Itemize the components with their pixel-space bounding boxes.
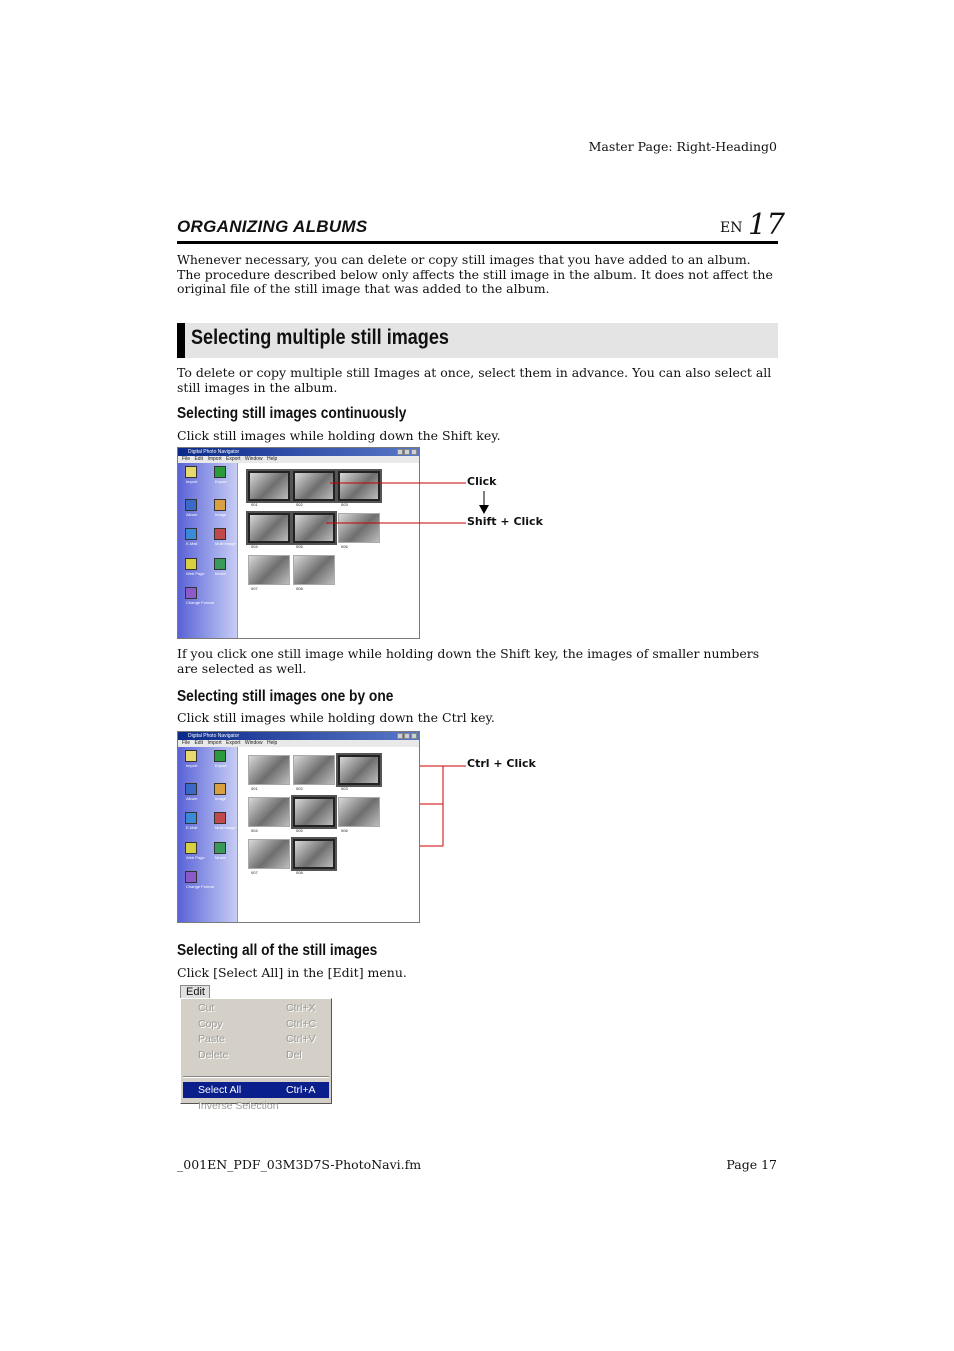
thumbnail-number: 008	[296, 870, 303, 875]
thumbnail-number: 003	[341, 786, 348, 791]
menu-shortcut-select-all: Ctrl+A	[286, 1084, 316, 1096]
sidebar-icon-multi-image-icon	[214, 812, 226, 824]
thumbnail	[338, 797, 380, 827]
thumbnail-number: 006	[341, 544, 348, 549]
menu-item-delete: Delete	[198, 1049, 229, 1061]
sidebar-icon-movie-icon	[214, 842, 226, 854]
instruction-one-by-one: Click still images while holding down the Ctrl key.	[177, 710, 495, 725]
thumbnail-number: 006	[341, 828, 348, 833]
sidebar-label: E-Mail	[186, 541, 198, 546]
sidebar-label: Image	[215, 512, 227, 517]
thumbnail-number: 005	[296, 544, 303, 549]
thumbnail-number: 007	[251, 870, 258, 875]
sidebar-label: Import	[186, 479, 198, 484]
sidebar-label: Multi Image	[215, 825, 236, 830]
menu-shortcut-paste: Ctrl+V	[286, 1033, 316, 1045]
sidebar-label: Image	[215, 796, 227, 801]
thumbnail-number: 001	[251, 786, 258, 791]
intro-paragraph: Whenever necessary, you can delete or copy still images that you have added to an album. The procedure described below only affects the still image in the album. It does not affect the original file of the still image that was added to the album.	[177, 252, 773, 296]
thumbnail	[293, 755, 335, 785]
thumbnail	[248, 839, 290, 869]
menu-shortcut-delete: Del	[286, 1049, 302, 1061]
sidebar-icon-export-icon	[214, 750, 226, 762]
sidebar-label: Export	[215, 763, 227, 768]
thumbnail-number: 002	[296, 786, 303, 791]
edit-menu-dropdown	[180, 998, 332, 1112]
window-menubar: File Edit Import Export Window Help	[178, 740, 419, 747]
instruction-continuous: Click still images while holding down the Shift key.	[177, 428, 501, 443]
thumbnail	[293, 839, 335, 869]
menu-item-cut: Cut	[198, 1002, 215, 1014]
menu-item-copy: Copy	[198, 1018, 223, 1030]
down-arrow-icon	[479, 505, 489, 514]
master-page-label: Master Page: Right-Heading0	[588, 139, 777, 154]
sidebar-icon-import-icon	[185, 750, 197, 762]
heading-paragraph: To delete or copy multiple still Images at once, select them in advance. You can also select all still images in the album.	[177, 365, 772, 395]
thumbnail-number: 002	[296, 502, 303, 507]
sidebar-label: Album	[186, 512, 198, 517]
sidebar-label: Import	[186, 763, 198, 768]
page-number: 17	[748, 207, 785, 241]
language-label: EN	[720, 220, 743, 236]
instruction-select-all: Click [Select All] in the [Edit] menu.	[177, 965, 407, 980]
sidebar-icon-album-icon	[185, 783, 197, 795]
screenshot-window-one-by-one	[177, 731, 420, 923]
menu-item-paste: Paste	[198, 1033, 225, 1045]
window-controls	[397, 733, 417, 739]
subheading-select-all: Selecting all of the still images	[177, 942, 378, 959]
sidebar-label: Movie	[215, 571, 226, 576]
menu-shortcut-cut: Ctrl+X	[286, 1002, 316, 1014]
thumbnail-number: 001	[251, 502, 258, 507]
footer-page: Page 17	[726, 1157, 777, 1172]
edit-menu-title: Edit	[180, 985, 210, 999]
thumbnail	[293, 797, 335, 827]
edit-menu-screenshot	[180, 985, 332, 1112]
window-sidebar	[178, 747, 237, 923]
section-title: ORGANIZING ALBUMS	[177, 217, 368, 236]
sidebar-label: Web Page	[186, 571, 205, 576]
thumbnail-number: 007	[251, 586, 258, 591]
sidebar-icon-change-format-icon	[185, 871, 197, 883]
menu-shortcut-copy: Ctrl+C	[286, 1018, 317, 1030]
footer-filename: _001EN_PDF_03M3D7S-PhotoNavi.fm	[177, 1157, 422, 1172]
thumbnail-number: 004	[251, 828, 258, 833]
sidebar-icon-e-mail-icon	[185, 812, 197, 824]
sidebar-label: Album	[186, 796, 198, 801]
thumbnail-number: 003	[341, 502, 348, 507]
thumbnail	[338, 755, 380, 785]
sidebar-label: Multi Image	[215, 541, 236, 546]
subheading-continuous: Selecting still images continuously	[177, 405, 407, 422]
sidebar-label: Change Format	[186, 600, 214, 605]
sidebar-label: Web Page	[186, 855, 205, 860]
note-continuous: If you click one still image while holding down the Shift key, the images of smaller numbers are selected as well.	[177, 646, 760, 676]
menu-separator	[183, 1076, 329, 1078]
callout-ctrl-click: Ctrl + Click	[467, 757, 536, 770]
sidebar-label: Movie	[215, 855, 226, 860]
callout-click: Click	[467, 475, 497, 488]
thumbnail	[248, 797, 290, 827]
thumbnail	[248, 755, 290, 785]
thumbnail-number: 008	[296, 586, 303, 591]
window-content	[237, 747, 420, 923]
sidebar-label: E-Mail	[186, 825, 198, 830]
callout-shift-click: Shift + Click	[467, 515, 543, 528]
window-title: Digital Photo Navigator	[188, 733, 240, 739]
sidebar-icon-image-icon	[214, 783, 226, 795]
sidebar-icon-web-page-icon	[185, 842, 197, 854]
menu-item-select-all[interactable]: Select All	[198, 1084, 242, 1096]
sidebar-label: Export	[215, 479, 227, 484]
window-title: Digital Photo Navigator	[188, 449, 240, 455]
subheading-one-by-one: Selecting still images one by one	[177, 688, 394, 705]
sidebar-label: Change Format	[186, 884, 214, 889]
thumbnail-number: 004	[251, 544, 258, 549]
menu-item-inverse-selection: Inverse Selection	[198, 1100, 279, 1112]
window-menubar: File Edit Import Export Window Help	[178, 456, 419, 463]
page-heading: Selecting multiple still images	[191, 326, 449, 349]
thumbnail-number: 005	[296, 828, 303, 833]
